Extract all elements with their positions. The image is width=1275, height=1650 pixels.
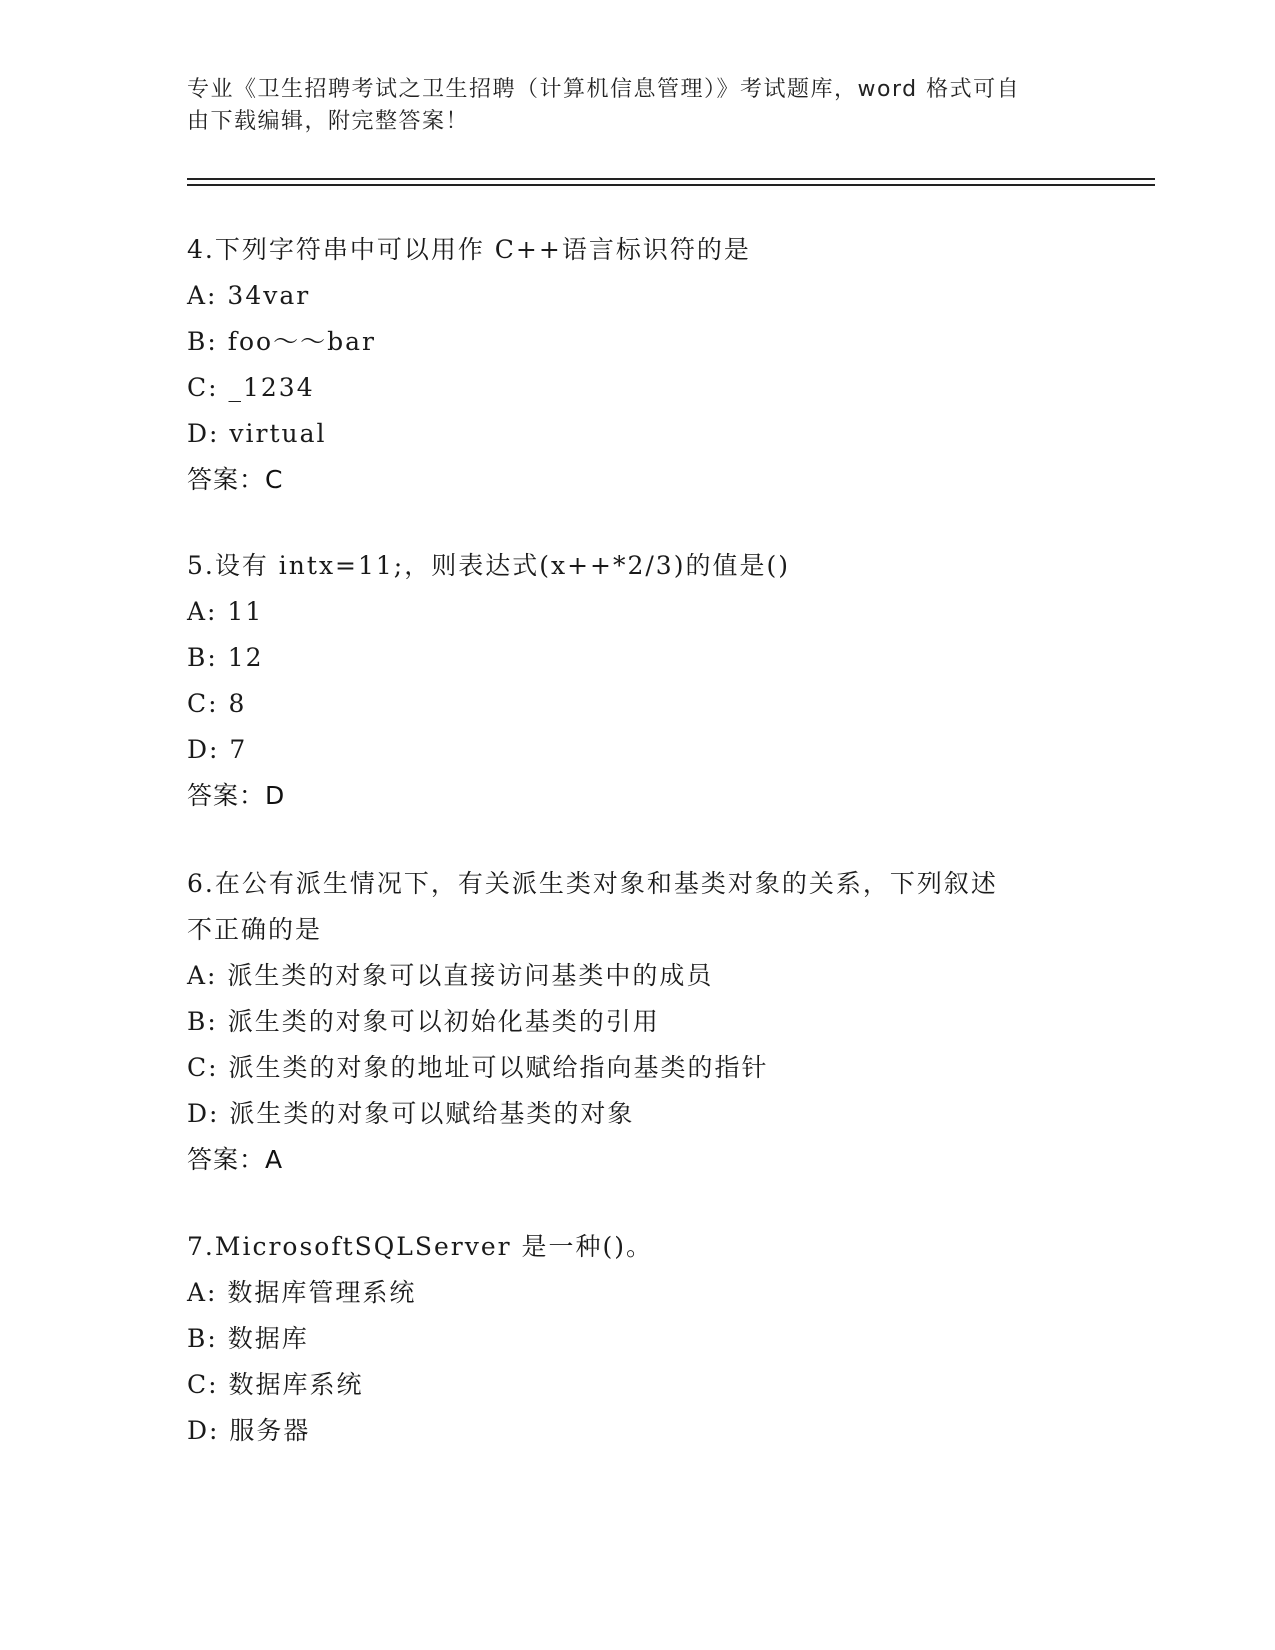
question-5 <box>187 543 1087 819</box>
option-b: B: 12 <box>187 643 264 672</box>
option-b: B: 派生类的对象可以初始化基类的引用 <box>187 1007 660 1036</box>
option-d: D: 7 <box>187 735 248 764</box>
question-stem: 5.设有 intx=11;，则表达式(x++*2/3)的值是() <box>187 551 790 580</box>
option-b: B: 数据库 <box>187 1324 309 1353</box>
document-header <box>187 74 1087 138</box>
option-a: A: 11 <box>187 597 264 626</box>
answer-label: 答案：D <box>187 781 286 810</box>
option-d: D: virtual <box>187 419 327 448</box>
option-c: C: 数据库系统 <box>187 1370 364 1399</box>
option-c: C: 派生类的对象的地址可以赋给指向基类的指针 <box>187 1053 769 1082</box>
question-stem: 7.MicrosoftSQLServer 是一种()。 <box>187 1232 654 1261</box>
header-line-2: 由下载编辑，附完整答案！ <box>187 109 470 134</box>
question-4 <box>187 227 1087 503</box>
option-c: C: 8 <box>187 689 247 718</box>
answer-label: 答案：A <box>187 1145 284 1174</box>
option-a: A: 数据库管理系统 <box>187 1278 417 1307</box>
question-6 <box>187 861 1087 1183</box>
question-stem: 4.下列字符串中可以用作 C++语言标识符的是 <box>187 235 751 264</box>
question-stem: 6.在公有派生情况下，有关派生类对象和基类对象的关系，下列叙述 <box>187 869 998 898</box>
question-stem-continued: 不正确的是 <box>187 915 323 944</box>
option-b: B: foo～～bar <box>187 327 376 356</box>
option-a: A: 34var <box>187 281 311 310</box>
header-divider-top <box>187 178 1155 180</box>
option-a: A: 派生类的对象可以直接访问基类中的成员 <box>187 961 714 990</box>
option-d: D: 服务器 <box>187 1416 311 1445</box>
option-c: C: _1234 <box>187 373 315 402</box>
header-divider-bottom <box>187 184 1155 186</box>
header-line-1: 专业《卫生招聘考试之卫生招聘（计算机信息管理）》考试题库，word 格式可自 <box>187 77 1021 102</box>
answer-label: 答案：C <box>187 465 284 494</box>
option-d: D: 派生类的对象可以赋给基类的对象 <box>187 1099 635 1128</box>
question-7 <box>187 1224 1087 1454</box>
